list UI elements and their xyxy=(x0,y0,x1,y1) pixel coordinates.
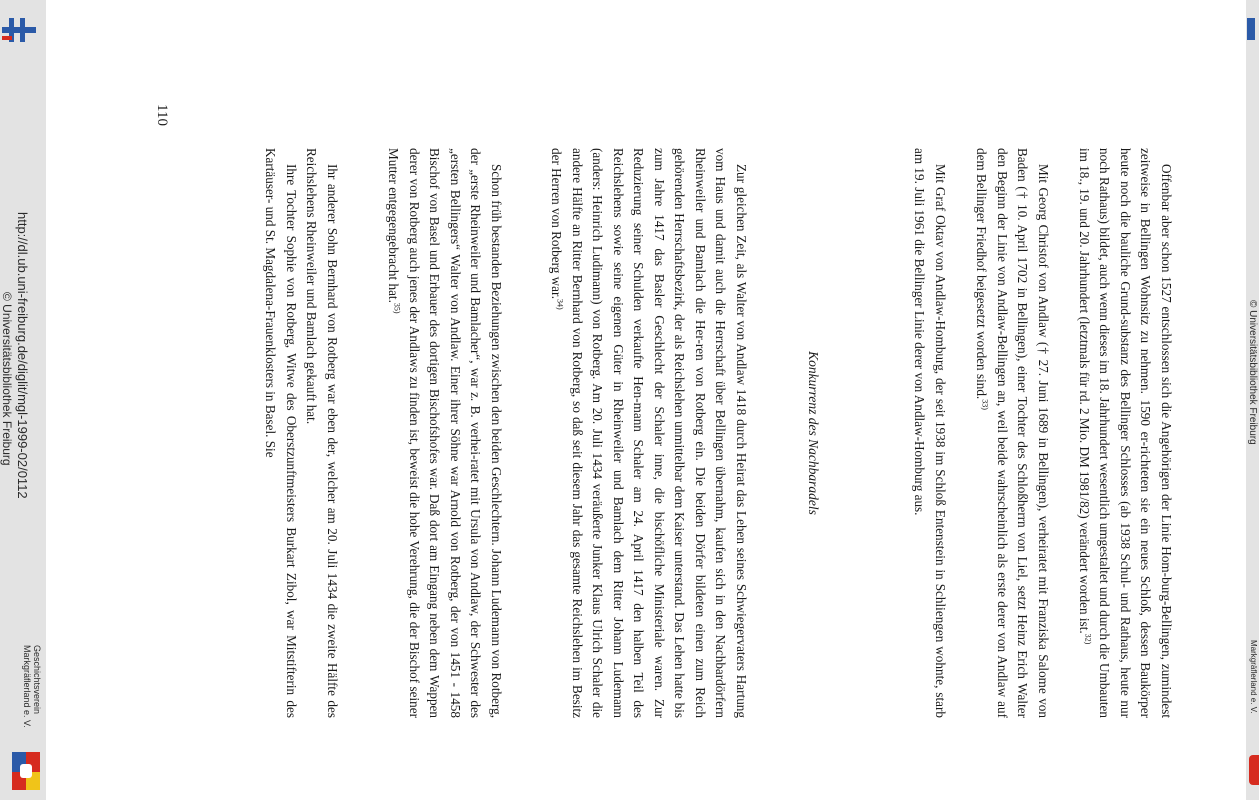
right-society-text: Markgräflerland e. V. xyxy=(1249,640,1258,714)
document-page xyxy=(46,0,1246,800)
footnote-ref: 34) xyxy=(555,299,565,310)
society-name-line2: Markgräflerland e. V. xyxy=(22,645,32,728)
right-copyright-text: © Universitätsbibliothek Freiburg xyxy=(1247,300,1258,445)
coat-of-arms-icon xyxy=(12,752,42,792)
paragraph-3: Mit Graf Oktav von Andlaw-Homburg, der seit 1938 im Schloß Entenstein in Schliengen wohnte, starb am 19. Juli 1961 die Bellinger Linie derer von Andlaw-Homburg aus. xyxy=(912,148,948,718)
viewer-logo-icon xyxy=(1247,18,1255,40)
section-heading: Konkurrenz des Nachbaradels xyxy=(806,351,821,515)
paragraph-5: Schon früh bestanden Beziehungen zwischen den beiden Geschlechtern. Johann Ludemann von Rotberg, der „erste Rheinweiler und Bamlacher“, war z. B. verhei-ratet mit Ursula von Andlaw, der Schwester des „ersten Bellingers“ Walter von Andlaw. Einer ihrer Söhne war Arnold von Rotberg, der von 1451 - 1458 Bischof von Basel und Erbauer des dortigen Bischofshofes war. Daß dort am Eingang neben dem Wappen derer von Rotberg auch jenes der Andlaws zu finden ist, beweist die hohe Verehrung, die der Bischof seiner Mutter entgegengebracht hat.$^{35)}$ xyxy=(386,148,504,718)
left-sidebar xyxy=(0,0,46,800)
footnote-ref: 32) xyxy=(1083,633,1093,645)
society-name-line1: Geschichtsverein xyxy=(32,645,42,715)
footnote-ref: 35) xyxy=(392,302,402,314)
paragraph-7: Ihre Tochter Sophie von Rotberg, Witwe des Oberstzunftmeisters Burkart Zibol, war Mitstifterin des Kartäuser- und St. Magdalena-Frauenklosters in Basel. Sie xyxy=(263,148,299,718)
right-sidebar xyxy=(1246,0,1259,800)
footnote-ref: 33) xyxy=(980,399,990,410)
viewer-logo-icon xyxy=(0,16,36,46)
paragraph-1: Offenbar aber schon 1527 entschlossen sich die Angehörigen der Linie Hom-burg-Bellingen, zumindest zeitweise in Bellingen Wohnsitz zu nehmen. 1590 er-richteten sie ein neues Schloß, dessen Baukörper heute noch die bauliche Grund-substanz des Bellinger Schlosses (ab 1938 Schul- und Rathaus, heute nur noch Rathaus) bildet, auch wenn dieses im 18. Jahrhundert wesentlich umgestaltet und durch die Umbauten im 18., 19. und 20. Jahrhundert (letztmals für rd. 2 Mio. DM 1981/82) verändert worden ist.$^{32)}$ xyxy=(1077,148,1174,718)
paragraph-2: Mit Georg Christof von Andlaw († 27. Juni 1689 in Bellingen), verheiratet mit Franziska Salome von Baden († 10. April 1702 in Bellingen), einer Tochter des Schloßherrn von Liel, setzt Heinz Erich Walter den Beginn der Linie von Andlaw-Bellingen an, weil beide wahrscheinlich als erste derer von Andlaw auf dem Bellinger Friedhof beigesetzt worden sind.$^{33)}$ xyxy=(974,148,1051,718)
source-url[interactable]: http://dl.ub.uni-freiburg.de/diglit/mgl-1999-02/0112 xyxy=(15,212,30,499)
paragraph-4: Zur gleichen Zeit, als Walter von Andlaw 1418 durch Heirat das Lehen seines Schwiegervaters Hartung vom Haus und damit auch die Herrschaft über Bellingen übernahm, kaufen sich in den Nachbardörfern Rheinweiler und Bamlach die Her-ren von Rotberg ein. Die beiden Dörfer bildeten einen zum Reich gehörenden Herrschaftsbezirk, der als Reichslehen unmittelbar dem Kaiser unterstand. Das Lehen hatte bis zum Jahre 1417 das Basler Geschlecht der Schaler inne, die bischöfliche Ministeriale waren. Zur Reduzierung seiner Schulden verkaufte Hen-mann Schaler am 24. April 1417 den halben Teil des Reichslehens sowie seine eigenen Güter in Rheinweiler und Bamlach dem Ritter Johann Ludemann (anders: Heinrich Ludimann) von Rotberg. Am 20. Juli 1434 veräußerte Junker Klaus Ulrich Schaler die andere Hälfte an Ritter Bernhard von Rotberg, so daß seit diesem Jahr das gesamte Reichslehen im Besitz der Herren von Rotberg war.$^{34)}$ xyxy=(549,148,749,718)
rotated-page-content xyxy=(46,0,1246,800)
coat-of-arms-icon xyxy=(1249,755,1259,785)
page-number: 110 xyxy=(154,104,170,126)
copyright-text: © Universitätsbibliothek Freiburg xyxy=(0,292,14,466)
paragraph-6: Ihr anderer Sohn Bernhard von Rotberg war eben der, welcher am 20. Juli 1434 die zweite Hälfte des Reichslehens Rheinweiler und Bamlach gekauft hat. xyxy=(304,148,340,718)
